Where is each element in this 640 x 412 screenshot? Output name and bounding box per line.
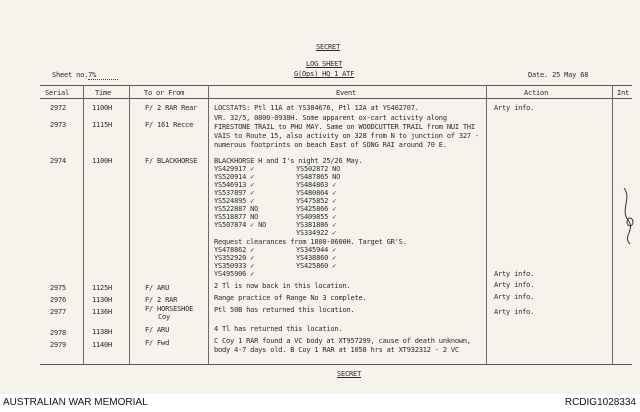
event-line: 4 Tl has returned this location. [214,325,343,333]
check-mark: ✓ [250,262,255,270]
from-cell: F/ 2 RAR Rear [145,104,198,112]
time-cell: 1130H [92,296,113,304]
check-mark: ✓ [250,254,255,262]
action-cell: Arty info. [494,293,535,301]
serial-cell: 2974 [50,157,67,165]
grid-ref [214,221,266,229]
check-mark: ✓ [332,229,337,237]
sheet-label: Sheet no. [52,71,89,79]
grid-ref [214,189,266,197]
check-mark: ✓ [250,181,255,189]
from-cell: F/ 2 RAR [145,296,178,304]
time-cell: 1136H [92,308,113,316]
classification-top: SECRET [316,43,341,51]
col-header-int: Int [617,89,630,97]
check-mark: ✓ [250,197,255,205]
check-mark: ✓ [332,213,337,221]
action-cell: Arty info. [494,270,535,278]
check-mark: ✓ [250,173,255,181]
log-date [528,71,588,79]
check-mark: ✓ [332,181,337,189]
sheet-number [52,71,118,80]
event-line: VAIS to Route 15, also activity on 328 from N to junction of 327 - [214,132,479,140]
serial-cell: 2973 [50,121,67,129]
serial-cell: 2976 [50,296,67,304]
archive-name: AUSTRALIAN WAR MEMORIAL [3,397,148,408]
grid-ref [296,189,340,197]
grid-ref [296,197,340,205]
date-value: 25 May 68 [552,71,589,79]
grid-ref-text: YS352920 [214,254,247,262]
check-mark: ✓ [332,205,337,213]
request-ref-list-left [214,246,254,278]
grid-ref [296,262,336,270]
grid-ref-text: YS537897 [214,189,247,197]
from-cell: F/ 161 Recce [145,121,194,129]
grid-ref [214,262,254,270]
grid-ref [296,246,336,254]
grid-ref [214,197,266,205]
grid-ref [296,213,340,221]
time-cell: 1138H [92,328,113,336]
grid-ref [296,165,340,173]
grid-ref [296,229,340,237]
grid-ref [296,181,340,189]
check-mark: ✓ [332,189,337,197]
action-cell: Arty info. [494,308,535,316]
check-mark: ✓ [250,270,255,278]
check-mark: ✓ [250,246,255,254]
event-line: FIRESTONE TRAIL to PHU MAY. Same on WOODCUTTER TRAIL from NUI THI [214,123,475,131]
check-mark: ✓ [250,165,255,173]
grid-ref-text: YS502872 [296,165,329,173]
time-cell: 1115H [92,121,113,129]
log-sheet-title: LOG SHEET [306,60,343,68]
grid-ref-text: YS381886 [296,221,329,229]
grid-ref-text: YS425860 [296,262,329,270]
event-line: VR. 32/5, 0800-0930H. Some apparent ox-cart activity along [214,114,447,122]
check-mark: ✓ [332,254,337,262]
check-mark: NO [332,173,341,181]
from-cell: F/ ARU [145,284,170,292]
from-cell: F/ HORSESHOE [145,305,194,313]
grid-ref-text: YS350933 [214,262,247,270]
grid-ref-text: YS475852 [296,197,329,205]
grid-ref [214,246,254,254]
check-mark: ✓ [332,262,337,270]
event-line: 2 Tl is now back in this location. [214,282,351,290]
grid-ref-text: YS518877 [214,213,247,221]
request-clearances-line: Request clearances from 1800-0600H. Target GR'S. [214,238,407,246]
time-cell: 1140H [92,341,113,349]
grid-ref [214,205,266,213]
col-header-serial: Serial [45,89,70,97]
serial-cell: 2979 [50,341,67,349]
grid-ref-list-right [296,165,340,237]
grid-ref [214,173,266,181]
event-line: C Coy 1 RAR found a VC body at XT957299, cause of death unknown, [214,337,471,345]
col-header-action: Action [524,89,549,97]
check-mark: ✓ [332,197,337,205]
serial-cell: 2978 [50,329,67,337]
event-line: Range practice of Range No 3 complete. [214,294,367,302]
sheet-number-value: 7% [88,71,118,80]
archive-reference: RCDIG1028334 [564,397,636,408]
grid-ref-text: YS484863 [296,181,329,189]
from-cell: F/ ARU [145,326,170,334]
check-mark: ✓ NO [250,221,267,229]
grid-ref-list-left [214,165,266,229]
check-mark: ✓ [332,246,337,254]
grid-ref-text: YS495906 [214,270,247,278]
event-line: BLACKHORSE H and I's night 25/26 May. [214,157,363,165]
grid-ref [296,205,340,213]
grid-ref [296,254,336,262]
grid-ref-text: YS487865 [296,173,329,181]
grid-ref [214,254,254,262]
grid-ref [214,213,266,221]
grid-ref-text: YS546913 [214,181,247,189]
grid-ref-text: YS507874 [214,221,247,229]
binder-mark-icon [618,186,638,246]
col-header-to-from: To or From [144,89,185,97]
grid-ref [214,270,254,278]
grid-ref-text: YS522887 [214,205,247,213]
col-header-event: Event [336,89,357,97]
grid-ref-text: YS520914 [214,173,247,181]
grid-ref-text: YS409855 [296,213,329,221]
grid-ref [214,165,266,173]
grid-ref [296,173,340,181]
grid-ref [296,221,340,229]
from-cell-cont: Coy [158,313,171,321]
serial-cell: 2977 [50,308,67,316]
unit-heading: G(Ops) HQ 1 ATF [294,70,355,78]
event-line: numerous footprints on beach East of SONG RAI around 70 E. [214,141,447,149]
from-cell: F/ BLACKHORSE [145,157,198,165]
col-header-time: Time [95,89,112,97]
grid-ref [214,181,266,189]
time-cell: 1125H [92,284,113,292]
grid-ref-text: YS478862 [214,246,247,254]
check-mark: NO [250,205,259,213]
grid-ref-text: YS480864 [296,189,329,197]
action-cell: Arty info. [494,104,535,112]
check-mark: NO [250,213,259,221]
serial-cell: 2972 [50,104,67,112]
grid-ref-text: YS345944 [296,246,329,254]
classification-bottom: SECRET [337,370,362,378]
grid-ref-text: YS524895 [214,197,247,205]
date-label: Date. [528,71,549,79]
serial-cell: 2975 [50,284,67,292]
event-line: Ptl 50B has returned this location. [214,306,355,314]
grid-ref-text: YS425866 [296,205,329,213]
event-line: LOCSTATS: Ptl 11A at YS384676, Ptl 12A at YS402707. [214,104,419,112]
grid-ref-text: YS334922 [296,229,329,237]
request-ref-list-right [296,246,336,270]
from-cell: F/ Fwd [145,339,170,347]
grid-ref-text: YS429917 [214,165,247,173]
event-line: body 4-7 days old. B Coy 1 RAR at 1058 hrs at XT932312 - 2 VC [214,346,459,354]
archive-footer [0,394,640,412]
time-cell: 1100H [92,104,113,112]
check-mark: NO [332,165,341,173]
action-cell: Arty info. [494,281,535,289]
time-cell: 1100H [92,157,113,165]
check-mark: ✓ [250,189,255,197]
grid-ref-text: YS438860 [296,254,329,262]
check-mark: ✓ [332,221,337,229]
